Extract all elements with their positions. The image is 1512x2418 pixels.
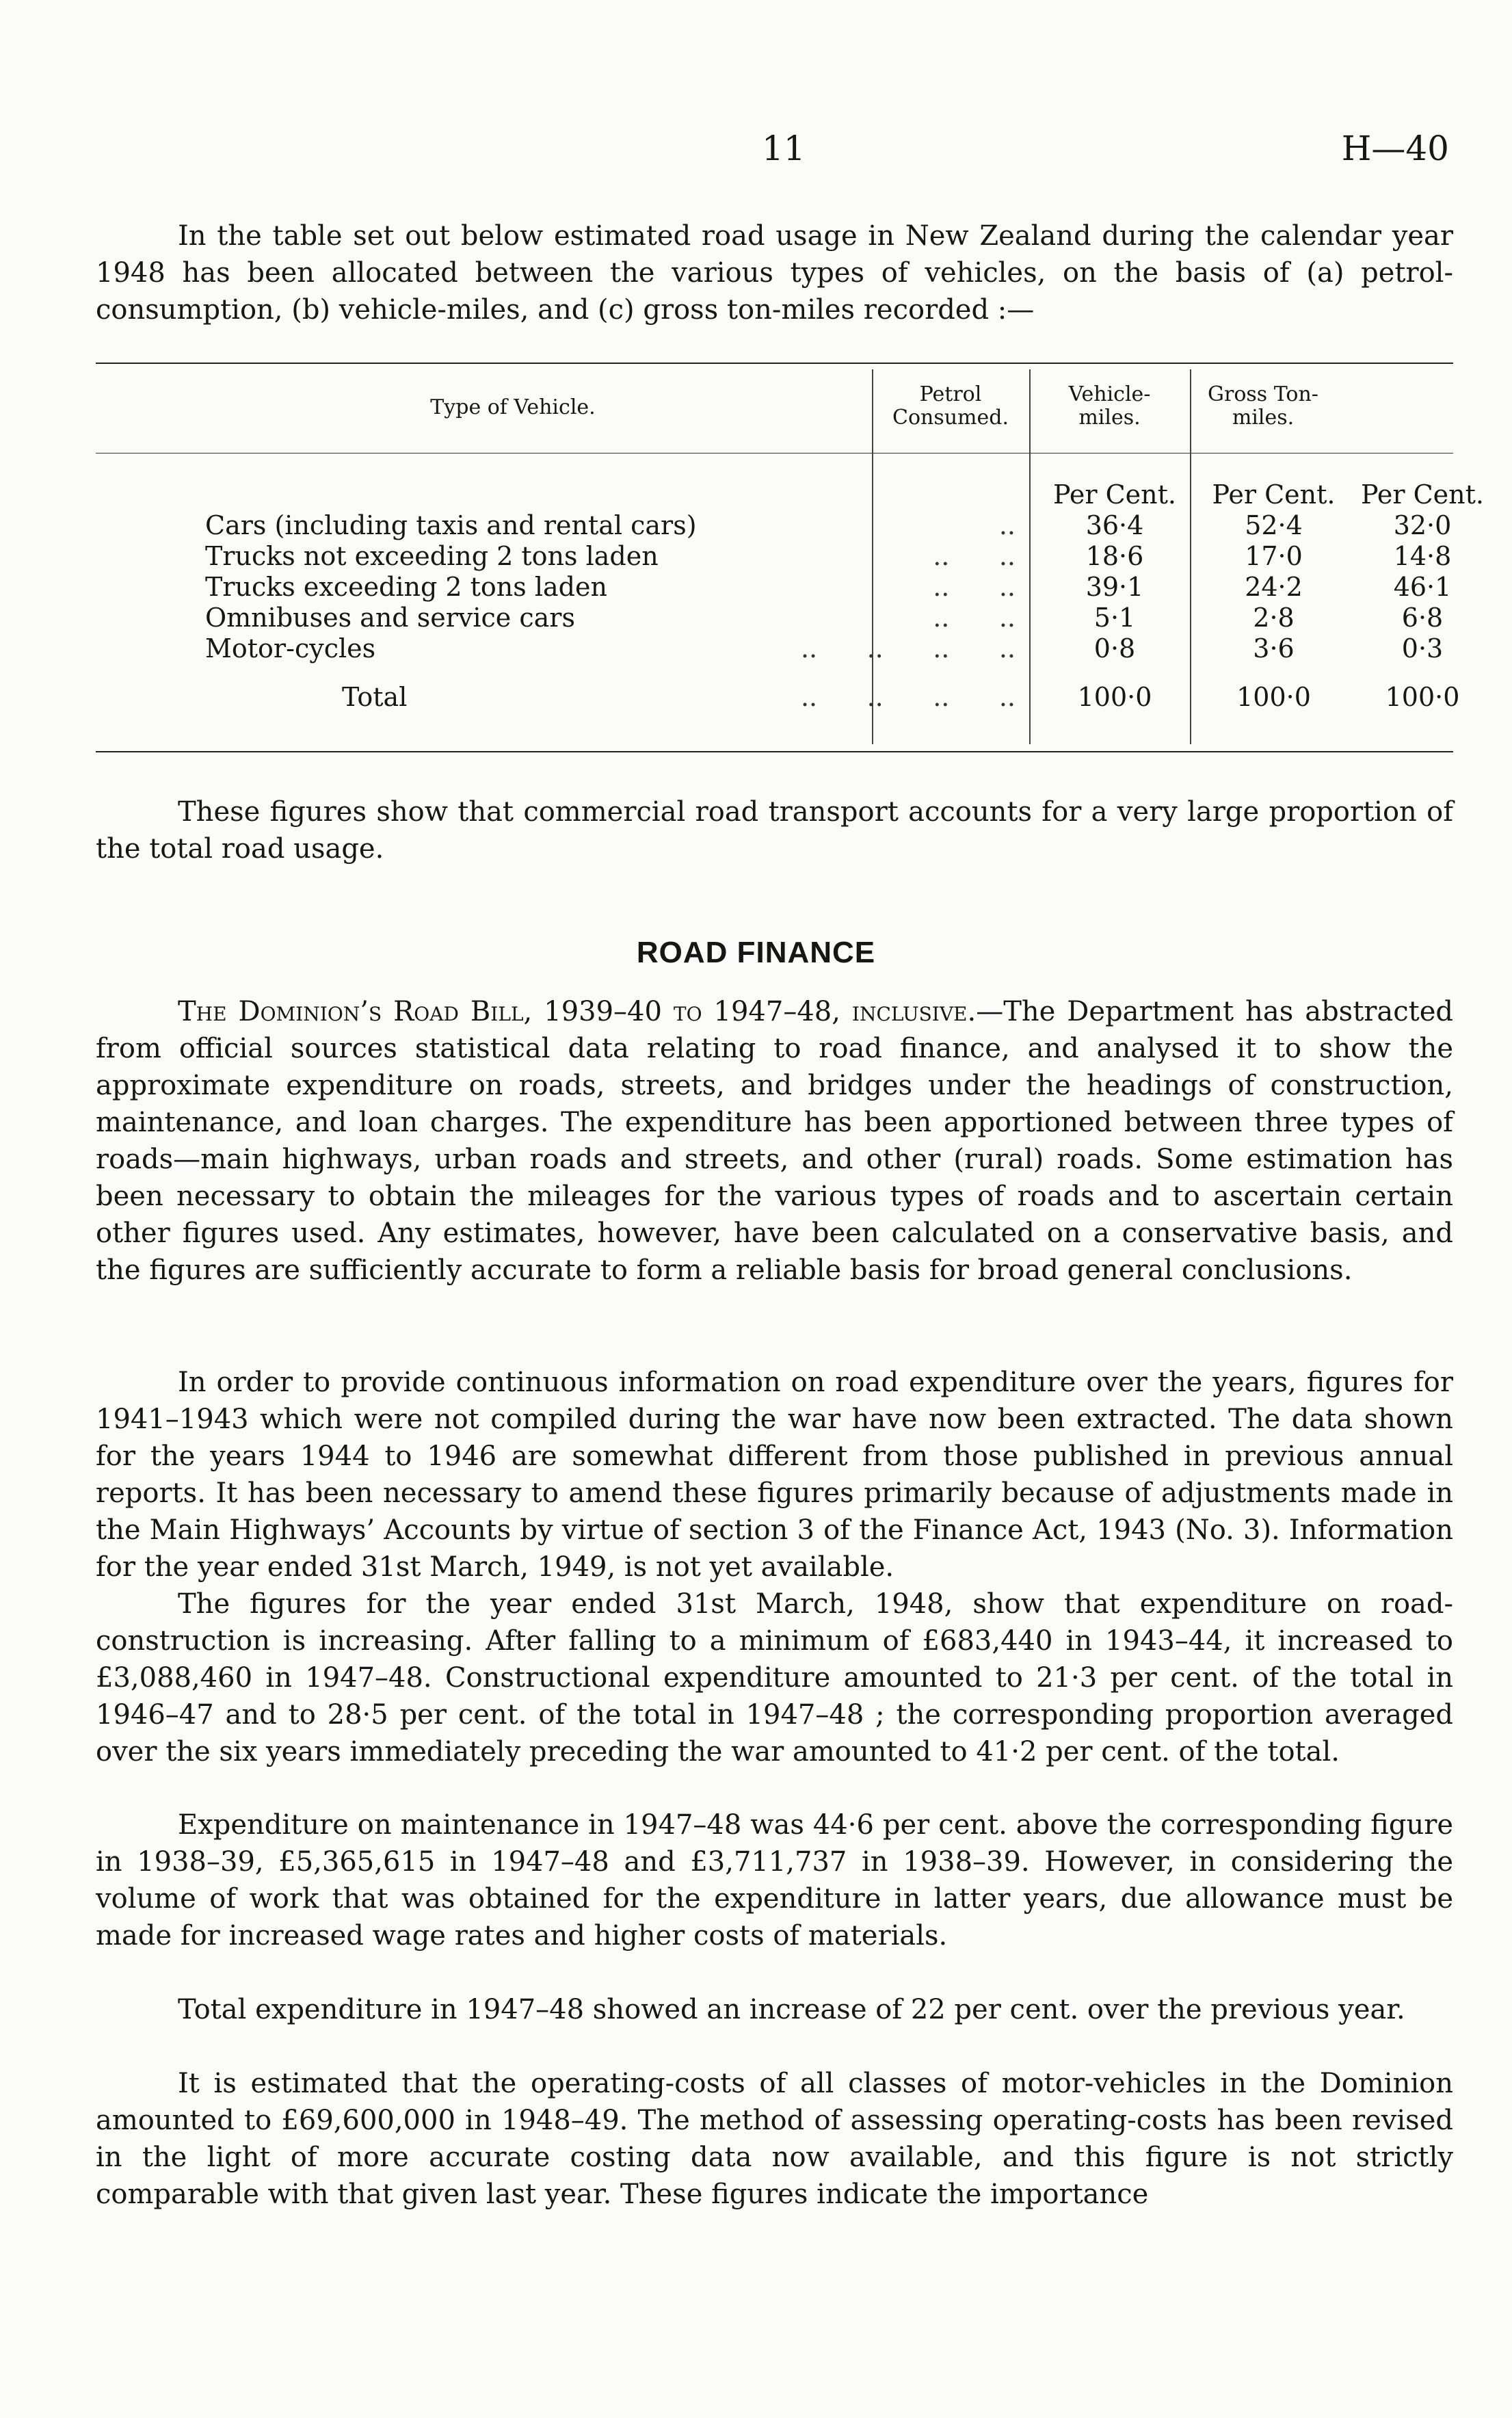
percent-value: 14·8 [1393, 540, 1452, 571]
table-header-rule [96, 453, 1453, 454]
vehicle-type: Cars (including taxis and rental cars) [205, 510, 697, 540]
percent-value: 32·0 [1393, 510, 1452, 540]
body-paragraph [96, 1806, 1453, 1954]
total-value: 100·0 [1385, 681, 1460, 712]
percent-value: 2·8 [1253, 602, 1295, 633]
total-value: 100·0 [1077, 681, 1152, 712]
paragraph-text: Expenditure on maintenance in 1947–48 was 44·6 per cent. above the corresponding figure in 1938–39, £5,365,615 in 1947–48 and £3,711,737 in 1938–39. However, in considering the volume of work that was obtained for the expenditure in latter years, due allowance must be made for increased wage rates and higher costs of materials. [96, 1809, 1453, 1952]
page-number: 11 [762, 129, 806, 168]
percent-value: 3·6 [1253, 633, 1295, 663]
percent-value: 0·3 [1401, 633, 1444, 663]
summary-text: These figures show that commercial road transport accounts for a very large proportion of the total road usage. [96, 796, 1453, 865]
percent-value: 39·1 [1085, 571, 1144, 602]
intro-text: In the table set out below estimated road usage in New Zealand during the calendar year 1948 has been allocated between the various types of vehicles, on the basis of (a) petrol-consumption, (b) vehicle-miles, and (c) gross ton-miles recorded :— [96, 220, 1453, 326]
table-top-rule [96, 363, 1453, 364]
vehicle-type: Trucks not exceeding 2 tons laden [205, 540, 659, 571]
paragraph-text: In order to provide continuous information on road expenditure over the years, figures for 1941–1943 which were not compiled during the war have now been extracted. The data shown for the years 1944 to 1946 are somewhat different from those published in previous annual reports. It has been necessary to amend these figures primarily because of adjustments made in the Main Highways’ Accounts by virtue of section 3 of the Finance Act, 1943 (No. 3). Information for the year ended 31st March, 1949, is not yet available. [96, 1367, 1453, 1583]
percent-value: 5·1 [1093, 602, 1136, 633]
paragraph-text: The figures for the year ended 31st March, 1948, show that expenditure on road-construction is increasing. After falling to a minimum of £683,440 in 1943–44, it increased to £3,088,460 in 1947–48. Constructional expenditure amounted to 21·3 per cent. of the total in 1946–47 and to 28·5 per cent. of the total in 1947–48 ; the corresponding proportion averaged over the six years immediately preceding the war amounted to 41·2 per cent. of the total. [96, 1588, 1453, 1767]
unit-label: Per Cent. [1212, 479, 1336, 510]
body-paragraph [96, 2065, 1453, 2213]
vehicle-type: Trucks exceeding 2 tons laden [205, 571, 607, 602]
percent-value: 18·6 [1085, 540, 1144, 571]
vehicle-type: Omnibuses and service cars [205, 602, 575, 633]
table-bottom-rule [96, 751, 1453, 752]
intro-paragraph [96, 218, 1453, 328]
percent-value: 52·4 [1245, 510, 1303, 540]
percent-value: 6·8 [1401, 602, 1444, 633]
table-header-petrol: Petrol Consumed. [892, 382, 1009, 430]
table-total-row [205, 663, 1491, 715]
table-row [205, 633, 1491, 663]
unit-label: Per Cent. [1361, 479, 1484, 510]
section-heading: ROAD FINANCE [636, 936, 876, 969]
road-usage-table [205, 479, 1491, 715]
leader-dots: .. [998, 510, 1016, 540]
table-header-vehicle-miles: Vehicle-miles. [1068, 382, 1151, 430]
table-row [205, 571, 1491, 602]
leader-dots: .. .. [933, 571, 1016, 602]
table-header-ton-miles: Gross Ton-miles. [1208, 382, 1318, 430]
unit-label: Per Cent. [1053, 479, 1176, 510]
paragraph-text: It is estimated that the operating-costs of all classes of motor-vehicles in the Dominion amounted to £69,600,000 in 1948–49. The method of assessing operating-costs has been revised in the light of more accurate costing data now available, and this figure is not strictly comparable with that given last year. These figures indicate the importance [96, 2068, 1453, 2210]
document-code: H—40 [1341, 129, 1449, 168]
body-paragraph [96, 1364, 1453, 1586]
total-value: 100·0 [1236, 681, 1311, 712]
percent-value: 24·2 [1245, 571, 1303, 602]
summary-paragraph [96, 793, 1453, 867]
percent-value: 46·1 [1393, 571, 1452, 602]
paragraph-text: Total expenditure in 1947–48 showed an increase of 22 per cent. over the previous year. [178, 1994, 1405, 2025]
table-header-type: Type of Vehicle. [430, 395, 596, 419]
percent-value: 0·8 [1093, 633, 1136, 663]
leader-dots: .. .. .. .. [800, 633, 1016, 663]
body-paragraph [96, 1586, 1453, 1770]
total-label: Total [342, 681, 408, 712]
body-paragraph [96, 1991, 1453, 2028]
table-units-row [205, 479, 1491, 510]
table-row [205, 602, 1491, 633]
table-row [205, 540, 1491, 571]
body-paragraph [96, 993, 1453, 1289]
leader-dots: .. .. [933, 540, 1016, 571]
leader-dots: .. .. .. .. [800, 681, 1016, 712]
vehicle-type: Motor-cycles [205, 633, 376, 663]
paragraph-text: —The Department has abstracted from official sources statistical data relating to road finance, and analysed it to show the approximate expenditure on roads, streets, and bridges under the headings of construction, maintenance, and loan charges. The expenditure has been apportioned between three types of roads—main highways, urban roads and streets, and other (rural) roads. Some estimation has been necessary to obtain the mileages for the various types of roads and to ascertain certain other figures used. Any estimates, however, have been calculated on a conservative basis, and the figures are sufficiently accurate to form a reliable basis for broad general conclusions. [96, 996, 1454, 1286]
table-row [205, 510, 1491, 540]
section-lead: The Dominion’s Road Bill, 1939–40 to 1947–48, inclusive. [178, 996, 977, 1027]
leader-dots: .. .. [933, 602, 1016, 633]
percent-value: 17·0 [1245, 540, 1303, 571]
percent-value: 36·4 [1085, 510, 1144, 540]
